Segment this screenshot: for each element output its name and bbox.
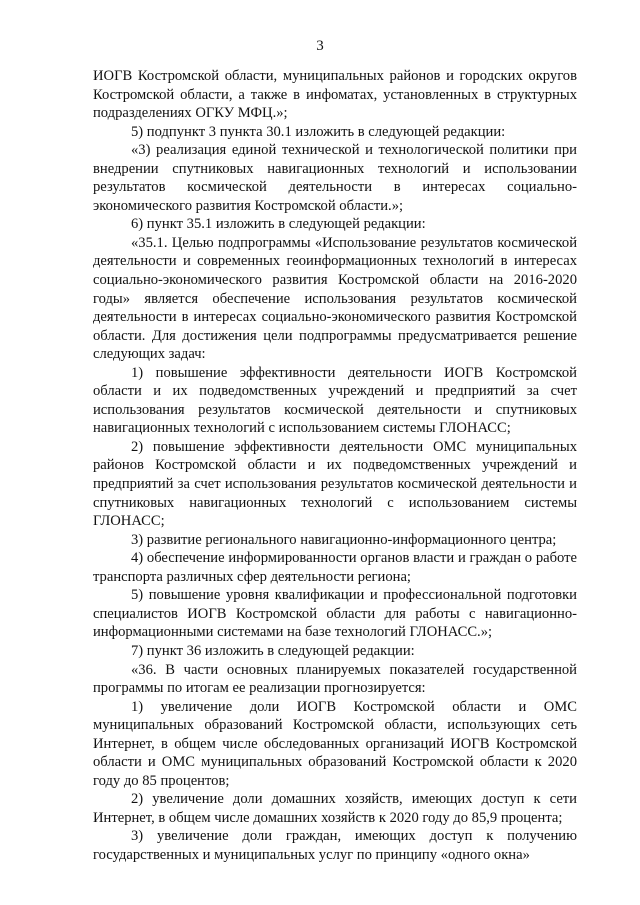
paragraph-indicator-1: 1) увеличение доли ИОГВ Костромской области и ОМС муниципальных образований Костромской области, использующих сеть Интернет, в общем числе обследованных организаций ИОГВ Костромской области и ОМС муниципальных образований Костромской области к 2020 году до 85 процентов; (93, 698, 577, 789)
paragraph-task-1: 1) повышение эффективности деятельности ИОГВ Костромской области и их подведомственных учреждений и предприятий за счет использования результатов космической деятельности и спутниковых навигационных технологий с использованием системы ГЛОНАСС; (93, 364, 577, 437)
paragraph-quote-36: «36. В части основных планируемых показателей государственной программы по итогам ее реализации прогнозируется: (93, 661, 577, 697)
paragraph-item-7: 7) пункт 36 изложить в следующей редакции: (131, 642, 415, 659)
paragraph-quote-3: «3) реализация единой технической и технологической политики при внедрении спутниковых навигационных технологий и использовании результатов космической деятельности в интересах социально-экономического развития Костромской области.»; (93, 142, 577, 214)
paragraph-indicator-2: 2) увеличение доли домашних хозяйств, имеющих доступ к сети Интернет, в общем числе домашних хозяйств к 2020 году до 85,9 процента; (93, 791, 577, 826)
paragraph-indicator-3: 3) увеличение доли граждан, имеющих доступ к получению государственных и муниципальных услуг по принципу «одного окна» (93, 828, 577, 863)
paragraph-task-2: 2) повышение эффективности деятельности ОМС муниципальных районов Костромской области и их подведомственных учреждений и предприятий за счет использования результатов космической деятельности и спутниковых навигационных технологий с использованием системы ГЛОНАСС; (93, 438, 577, 530)
paragraph-item-5: 5) подпункт 3 пункта 30.1 изложить в следующей редакции: (131, 123, 506, 140)
paragraph-task-5: 5) повышение уровня квалификации и профессиональной подготовки специалистов ИОГВ Костромской области для работы с навигационно-информационными системами на базе технологий ГЛОНАСС.»; (93, 587, 577, 641)
paragraph-quote-35-1: «35.1. Целью подпрограммы «Использование результатов космической деятельности и современных геоинформационных технологий в интересах социально-экономического развития Костромской области на 2016-2020 годы» является обеспечение использования результатов космической деятельности в интересах социально-экономического развития Костромской области. Для достижения цели подпрограммы предусматривается решение следующих задач: (93, 234, 577, 363)
page-number: 3 (316, 38, 324, 54)
paragraph-task-3: 3) развитие регионального навигационно-информационного центра; (131, 531, 557, 548)
paragraph-task-4: 4) обеспечение информированности органов власти и граждан о работе транспорта различных сфер деятельности региона; (93, 550, 577, 585)
paragraph-item-6: 6) пункт 35.1 изложить в следующей редакции: (131, 216, 426, 233)
document-body (93, 67, 577, 865)
paragraph-continuation: ИОГВ Костромской области, муниципальных районов и городских округов Костромской области, а также в инфоматах, установленных в структурных подразделениях ОГКУ МФЦ.»; (93, 68, 577, 122)
